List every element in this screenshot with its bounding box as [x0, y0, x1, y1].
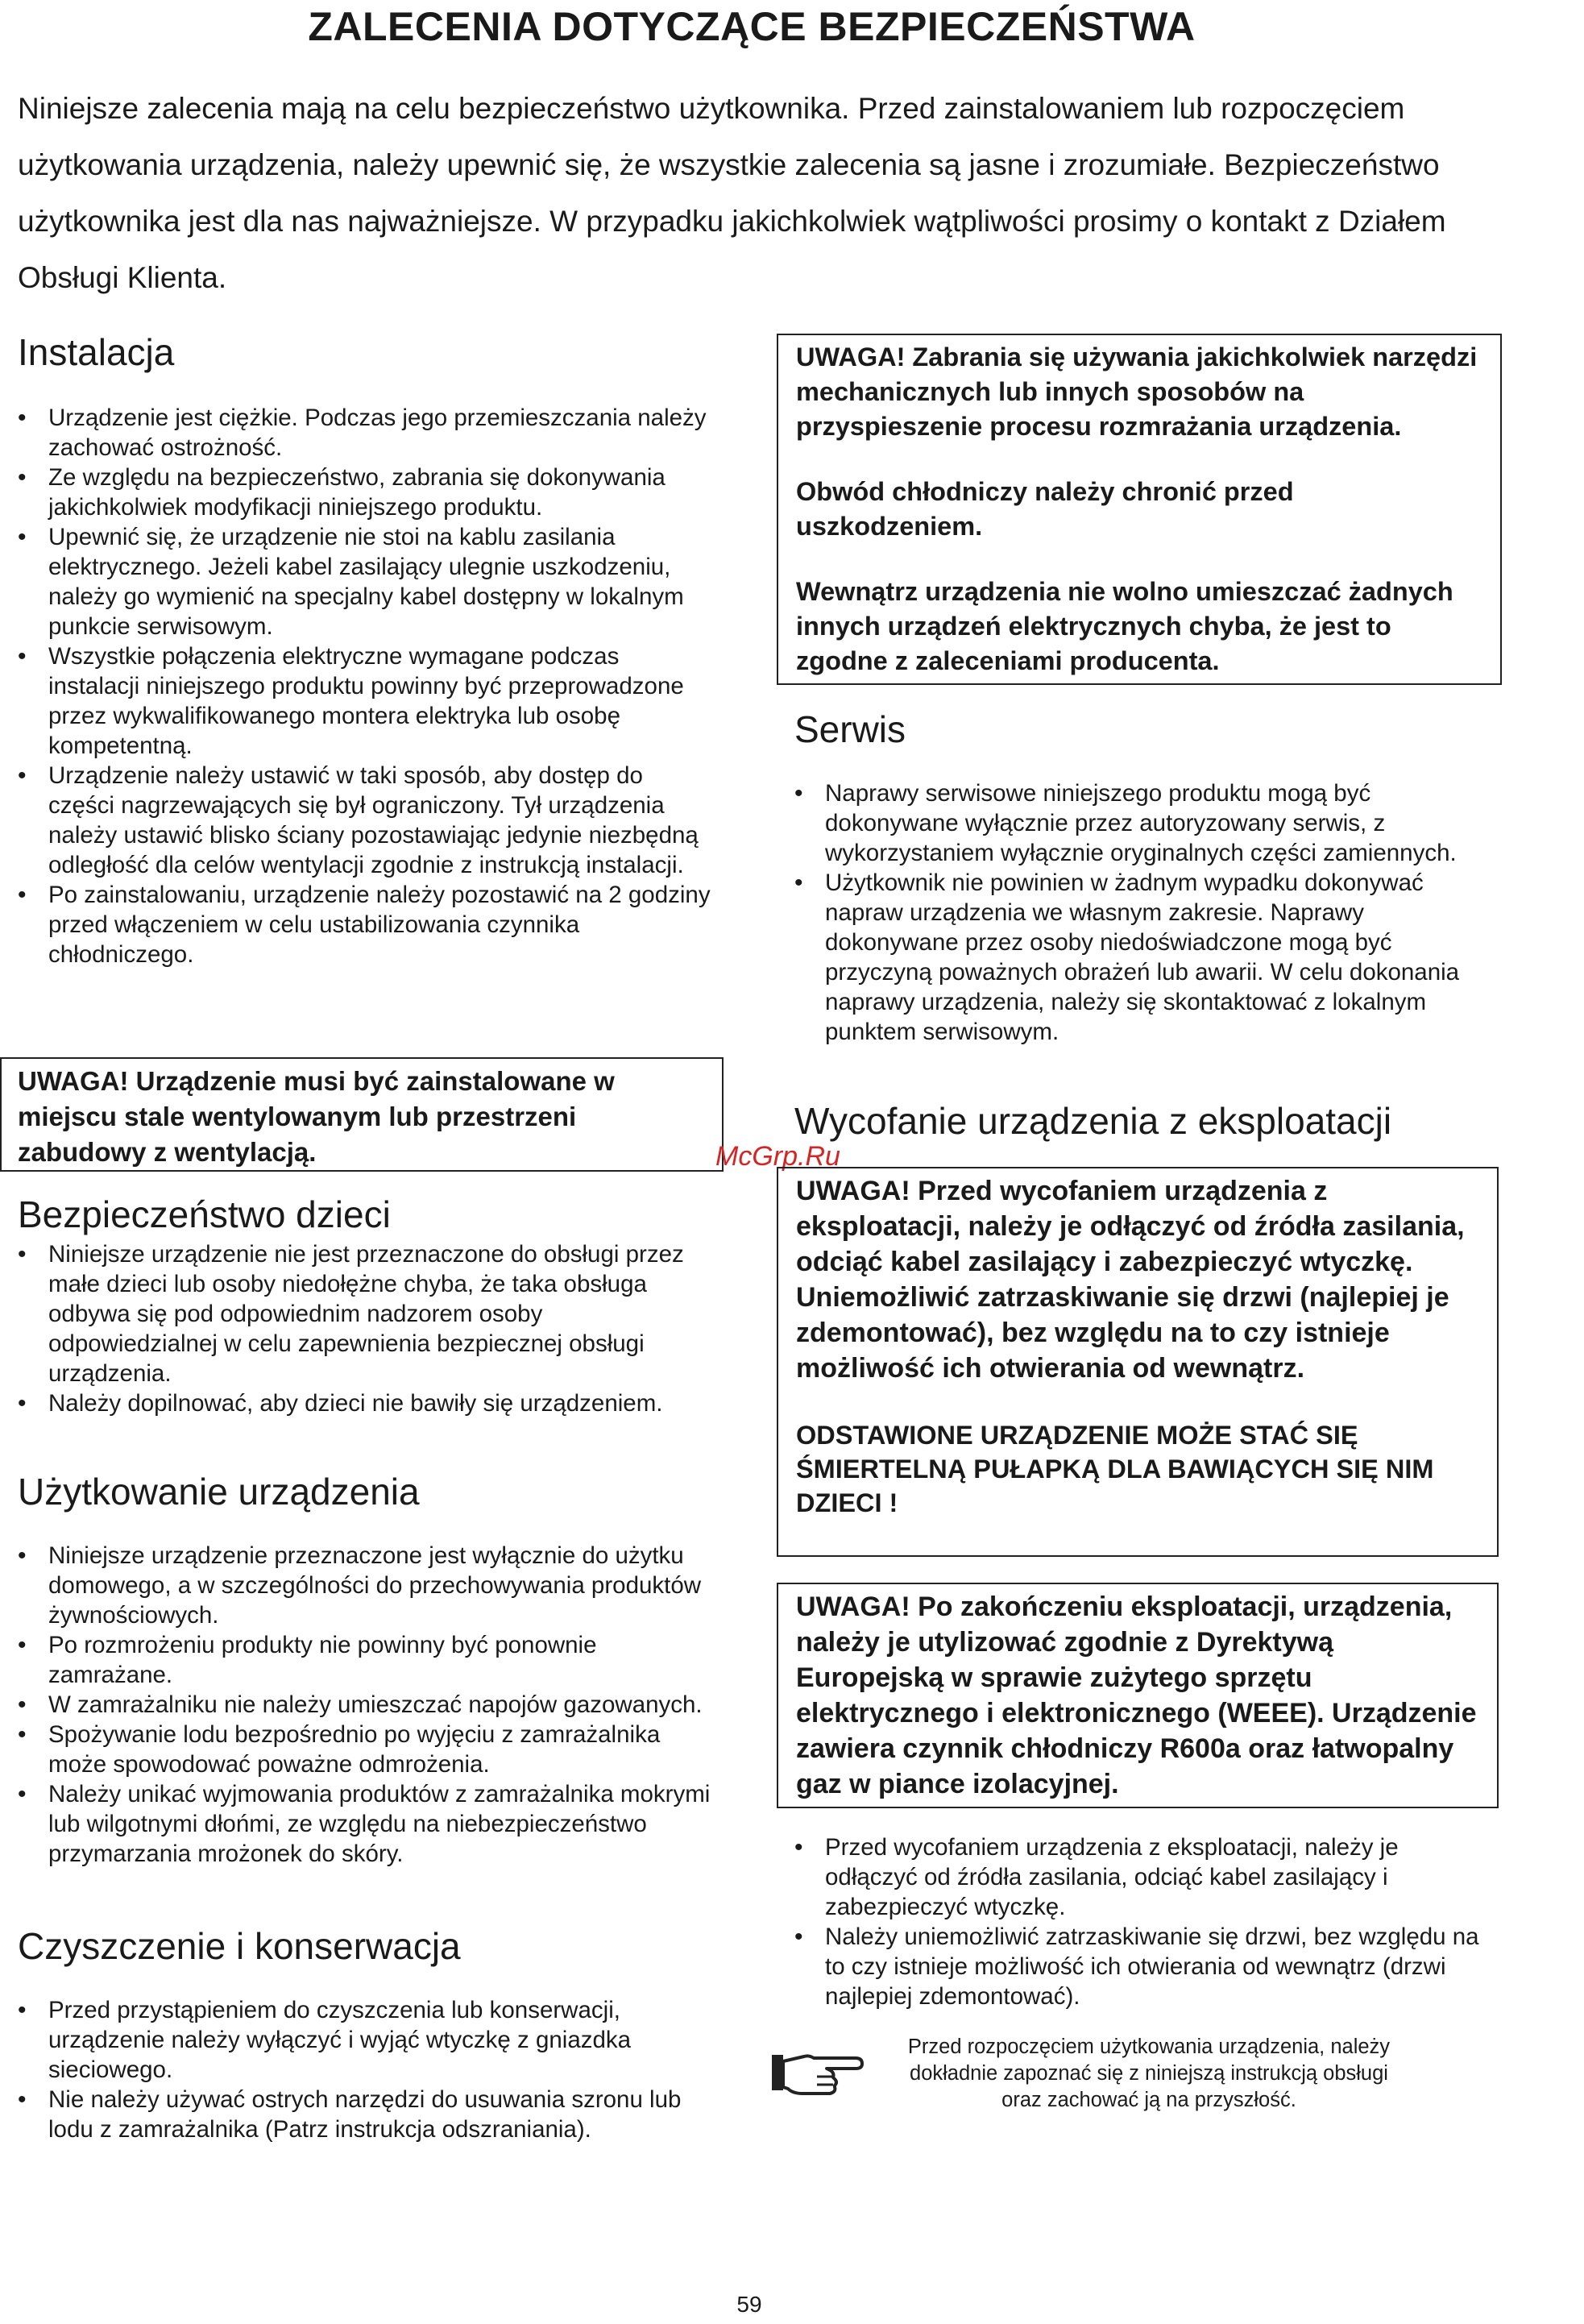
heading-usage: Użytkowanie urządzenia — [18, 1471, 420, 1513]
installation-warning-box — [0, 1057, 724, 1172]
list-item: • Po rozmrożeniu produkty nie powinny być ponownie zamrażane. — [18, 1630, 711, 1690]
read-manual-note: Przed rozpoczęciem użytkowania urządzenia, należy dokładnie zapoznać się z niniejszą instrukcją obsługi oraz zachować ją na przyszłość. — [907, 2036, 1391, 2111]
circuit-warning: Obwód chłodniczy należy chronić przed uszkodzeniem. — [796, 477, 1294, 541]
heading-service: Serwis — [794, 708, 906, 750]
pointing-hand-icon — [769, 2044, 873, 2100]
list-item: • Ze względu na bezpieczeństwo, zabrania się dokonywania jakichkolwiek modyfikacji niniejszego produktu. — [18, 463, 711, 522]
list-item: • Przed przystąpieniem do czyszczenia lub konserwacji, urządzenie należy wyłączyć i wyjąć wtyczkę z gniazdka sieciowego. — [18, 1995, 711, 2085]
defrost-warning-box — [777, 334, 1502, 685]
list-item: • Należy unikać wyjmowania produktów z zamrażalnika mokrymi lub wilgotnymi dłońmi, ze względu na niebezpieczeństwo przymarzania mrożonek do skóry. — [18, 1779, 711, 1869]
decommission-warning-box — [777, 1167, 1499, 1557]
decommission-list — [794, 1832, 1495, 2011]
heading-children-safety: Bezpieczeństwo dzieci — [18, 1193, 391, 1235]
list-item: • Należy dopilnować, aby dzieci nie bawiły się urządzeniem. — [18, 1388, 711, 1418]
list-item: • Urządzenie jest ciężkie. Podczas jego przemieszczania należy zachować ostrożność. — [18, 403, 711, 463]
heading-cleaning: Czyszczenie i konserwacja — [18, 1925, 461, 1967]
electric-devices-warning: Wewnątrz urządzenia nie wolno umieszczać żadnych innych urządzeń elektrycznych chyba, że jest to zgodne z zaleceniami producenta. — [796, 577, 1453, 675]
list-item: • Po zainstalowaniu, urządzenie należy pozostawić na 2 godziny przed włączeniem w celu ustabilizowania czynnika chłodniczego. — [18, 880, 711, 969]
page-number: 59 — [736, 2292, 762, 2317]
heading-installation: Instalacja — [18, 331, 175, 373]
list-item: • Niniejsze urządzenie przeznaczone jest wyłącznie do użytku domowego, a w szczególności do przechowywania produktów żywnościowych. — [18, 1541, 711, 1630]
list-item: • Upewnić się, że urządzenie nie stoi na kablu zasilania elektrycznego. Jeżeli kabel zasilający ulegnie uszkodzeniu, należy go wymienić na specjalny kabel dostępny w lokalnym punkcie serwisowym. — [18, 522, 711, 641]
list-item: • Nie należy używać ostrych narzędzi do usuwania szronu lub lodu z zamrażalnika (Patrz instrukcja odszraniania). — [18, 2085, 711, 2144]
watermark: McGrp.Ru — [715, 1141, 840, 1172]
installation-warning: UWAGA! Urządzenie musi być zainstalowane w miejscu stale wentylowanym lub przestrzeni zabudowy z wentylacją. — [18, 1066, 615, 1167]
list-item: • Należy uniemożliwić zatrzaskiwanie się drzwi, bez względu na to czy istnieje możliwość ich otwierania od wewnątrz (drzwi najlepiej zdemontować). — [794, 1922, 1495, 2011]
list-item: • Wszystkie połączenia elektryczne wymagane podczas instalacji niniejszego produktu powinny być przeprowadzone przez wykwalifikowanego montera elektryka lub osobę kompetentną. — [18, 641, 711, 761]
usage-list — [18, 1541, 711, 1869]
list-item: • Spożywanie lodu bezpośrednio po wyjęciu z zamrażalnika może spowodować poważne odmrożenia. — [18, 1720, 711, 1779]
weee-warning: UWAGA! Po zakończeniu eksploatacji, urządzenia, należy je utylizować zgodnie z Dyrektywą Europejską w sprawie zużytego sprzętu elektrycznego i elektronicznego (WEEE). Urządzenie zawiera czynnik chłodniczy R600a oraz łatwopalny gaz w piance izolacyjnej. — [796, 1592, 1477, 1799]
page-title: ZALECENIA DOTYCZĄCE BEZPIECZEŃSTWA — [308, 4, 1196, 49]
list-item: • Użytkownik nie powinien w żadnym wypadku dokonywać napraw urządzenia we własnym zakresie. Naprawy dokonywane przez osoby niedoświadczone mogą być przyczyną poważnych obrażeń lub awarii. W celu dokonania naprawy urządzenia, należy się skontaktować z lokalnym punktem serwisowym. — [794, 868, 1495, 1047]
list-item: • Naprawy serwisowe niniejszego produktu mogą być dokonywane wyłącznie przez autoryzowany serwis, z wykorzystaniem wyłącznie oryginalnych części zamiennych. — [794, 778, 1495, 868]
decommission-warning: UWAGA! Przed wycofaniem urządzenia z eksploatacji, należy je odłączyć od źródła zasilania, odciąć kabel zasilający i zabezpieczyć wtyczkę. Uniemożliwić zatrzaskiwanie się drzwi (najlepiej je zdemontować), bez względu na to czy istnieje możliwość ich otwierania od wewnątrz. — [796, 1176, 1465, 1384]
list-item: • W zamrażalniku nie należy umieszczać napojów gazowanych. — [18, 1690, 711, 1720]
installation-list — [18, 403, 711, 969]
weee-warning-box — [777, 1583, 1499, 1808]
service-list — [794, 778, 1495, 1047]
list-item: • Przed wycofaniem urządzenia z eksploatacji, należy je odłączyć od źródła zasilania, odciąć kabel zasilający i zabezpieczyć wtyczkę. — [794, 1832, 1495, 1922]
children-list — [18, 1239, 711, 1418]
cleaning-list — [18, 1995, 711, 2144]
list-item: • Niniejsze urządzenie nie jest przeznaczone do obsługi przez małe dzieci lub osoby niedołężne chyba, że taka obsługa odbywa się pod odpowiednim nadzorem osoby odpowiedzialnej w celu zapewnienia bezpiecznej obsługi urządzenia. — [18, 1239, 711, 1388]
intro-paragraph: Niniejsze zalecenia mają na celu bezpieczeństwo użytkownika. Przed zainstalowaniem lub rozpoczęciem użytkowania urządzenia, należy upewnić się, że wszystkie zalecenia są jasne i zrozumiałe. Bezpieczeństwo użytkownika jest dla nas najważniejsze. W przypadku jakichkolwiek wątpliwości prosimy o kontakt z Działem Obsługi Klienta. — [18, 92, 1446, 294]
heading-decommission: Wycofanie urządzenia z eksploatacji — [794, 1100, 1392, 1142]
trap-warning: ODSTAWIONE URZĄDZENIE MOŻE STAĆ SIĘ ŚMIERTELNĄ PUŁAPKĄ DLA BAWIĄCYCH SIĘ NIM DZIECI ! — [796, 1421, 1434, 1517]
defrost-warning: UWAGA! Zabrania się używania jakichkolwiek narzędzi mechanicznych lub innych sposobów na przyspieszenie procesu rozmrażania urządzenia. — [796, 342, 1478, 441]
list-item: • Urządzenie należy ustawić w taki sposób, aby dostęp do części nagrzewających się był ograniczony. Tył urządzenia należy ustawić blisko ściany pozostawiając jedynie niezbędną odległość dla celów wentylacji zgodnie z instrukcją instalacji. — [18, 761, 711, 880]
